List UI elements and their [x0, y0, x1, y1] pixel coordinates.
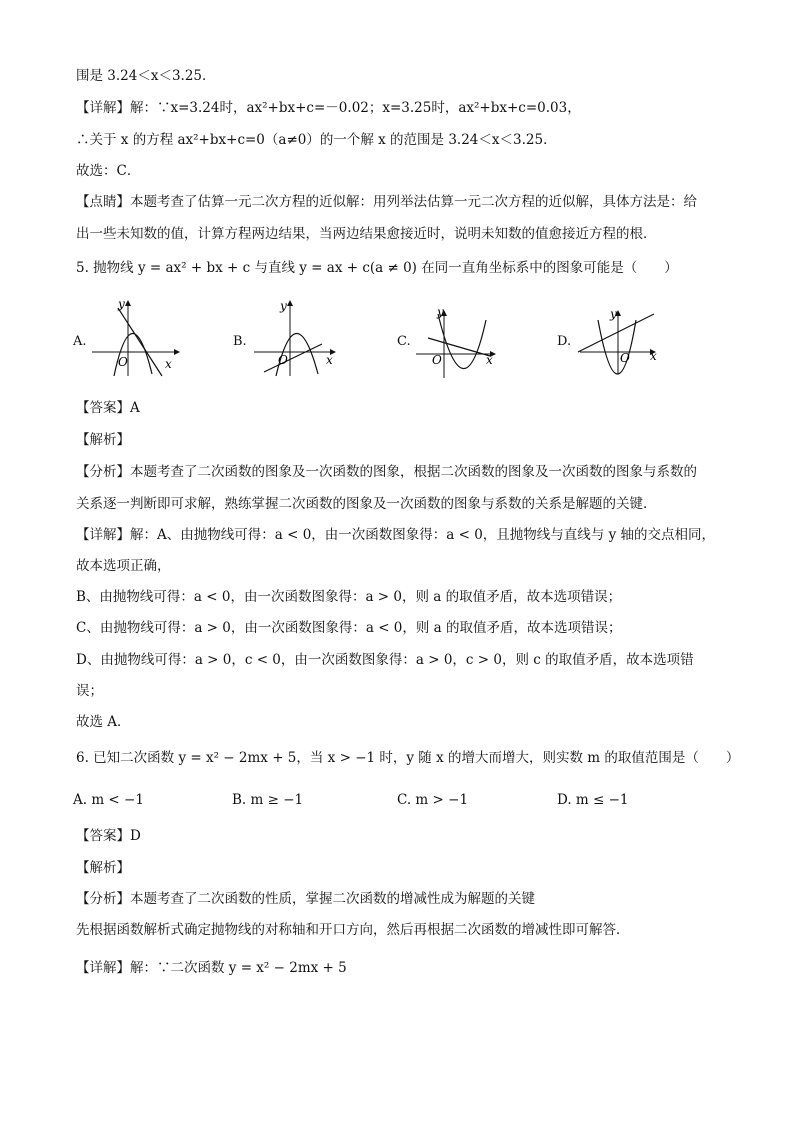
option-d-graph: [574, 304, 670, 376]
text-line: 【详解】解：∵x=3.24时，ax²+bx+c=－0.02；x=3.25时，ax²+bx+c=0.03，: [76, 100, 581, 116]
text-line: 【分析】本题考查了二次函数的图象及一次函数的图象，根据二次函数的图象及一次函数的图象与系数的: [76, 464, 697, 480]
option-a: A. m < −1: [73, 792, 144, 808]
text-line: D、由抛物线可得：a > 0，c < 0，由一次函数图象得：a > 0，c > 0，则 c 的取值矛盾，故本选项错: [76, 652, 694, 668]
question-6-stem: 6. 已知二次函数 y = x² − 2mx + 5，当 x > −1 时，y 随 x 的增大而增大，则实数 m 的取值范围是（ ）: [76, 750, 740, 766]
svg-text:y: y: [280, 299, 287, 313]
svg-text:y: y: [118, 298, 125, 311]
text-line: 故选 A．: [76, 714, 131, 730]
text-line: 先根据函数解析式确定抛物线的对称轴和开口方向，然后再根据二次函数的增减性即可解答．: [76, 922, 630, 938]
option-b: B. m ≥ −1: [232, 792, 304, 808]
svg-text:O: O: [432, 353, 442, 367]
option-c: C. m > −1: [397, 792, 469, 808]
option-a-label: A.: [73, 334, 87, 349]
text-line: 围是 3.24＜x＜3.25．: [76, 68, 216, 84]
svg-text:x: x: [650, 349, 657, 363]
question-5-stem: 5. 抛物线 y = ax² + bx + c 与直线 y = ax + c(a ≠ 0) 在同一直角坐标系中的图象可能是（ ）: [76, 260, 678, 276]
text-line: 故本选项正确，: [76, 558, 171, 574]
text-line: 出一些未知数的值，计算方程两边结果，当两边结果愈接近时，说明未知数的值愈接近方程的根．: [76, 226, 657, 242]
answer-label: 【答案】D: [76, 828, 141, 844]
option-a-graph: [88, 298, 184, 378]
svg-text:x: x: [165, 357, 172, 371]
svg-text:O: O: [620, 351, 630, 365]
text-line: C、由抛物线可得：a > 0，由一次函数图象得：a < 0，则 a 的取值矛盾，故本选项错误；: [76, 620, 622, 636]
option-b-label: B.: [233, 334, 247, 349]
text-line: 【分析】本题考查了二次函数的性质，掌握二次函数的增减性成为解题的关键: [76, 891, 535, 907]
text-line: 误；: [76, 683, 103, 699]
option-d: D. m ≤ −1: [557, 792, 629, 808]
answer-label: 【答案】A: [76, 400, 140, 416]
option-c-graph: [410, 300, 506, 380]
svg-text:O: O: [278, 353, 288, 367]
text-line: 故选：C．: [76, 163, 141, 179]
text-line: ∴关于 x 的方程 ax²+bx+c=0（a≠0）的一个解 x 的范围是 3.24＜x＜3.25．: [76, 132, 557, 148]
svg-text:y: y: [610, 307, 617, 321]
option-d-label: D.: [557, 334, 572, 349]
analysis-label: 【解析】: [76, 860, 130, 876]
svg-text:O: O: [118, 355, 128, 369]
option-c-label: C.: [397, 334, 411, 349]
text-line: 【详解】解：A、由抛物线可得：a < 0，由一次函数图象得：a < 0，且抛物线与直线与 y 轴的交点相同，: [76, 527, 716, 543]
text-line: 【详解】解：∵二次函数 y = x² − 2mx + 5: [76, 960, 347, 976]
text-line: B、由抛物线可得：a < 0，由一次函数图象得：a > 0，则 a 的取值矛盾，故本选项错误；: [76, 589, 622, 605]
text-line: 关系逐一判断即可求解，熟练掌握二次函数的图象及一次函数的图象与系数的关系是解题的关键．: [76, 496, 657, 512]
option-b-graph: [250, 298, 346, 378]
analysis-label: 【解析】: [76, 432, 130, 448]
text-line: 【点睛】本题考查了估算一元二次方程的近似解：用列举法估算一元二次方程的近似解，具体方法是：给: [76, 194, 697, 210]
svg-text:x: x: [486, 353, 493, 367]
svg-text:y: y: [437, 305, 444, 319]
svg-text:x: x: [326, 353, 333, 367]
